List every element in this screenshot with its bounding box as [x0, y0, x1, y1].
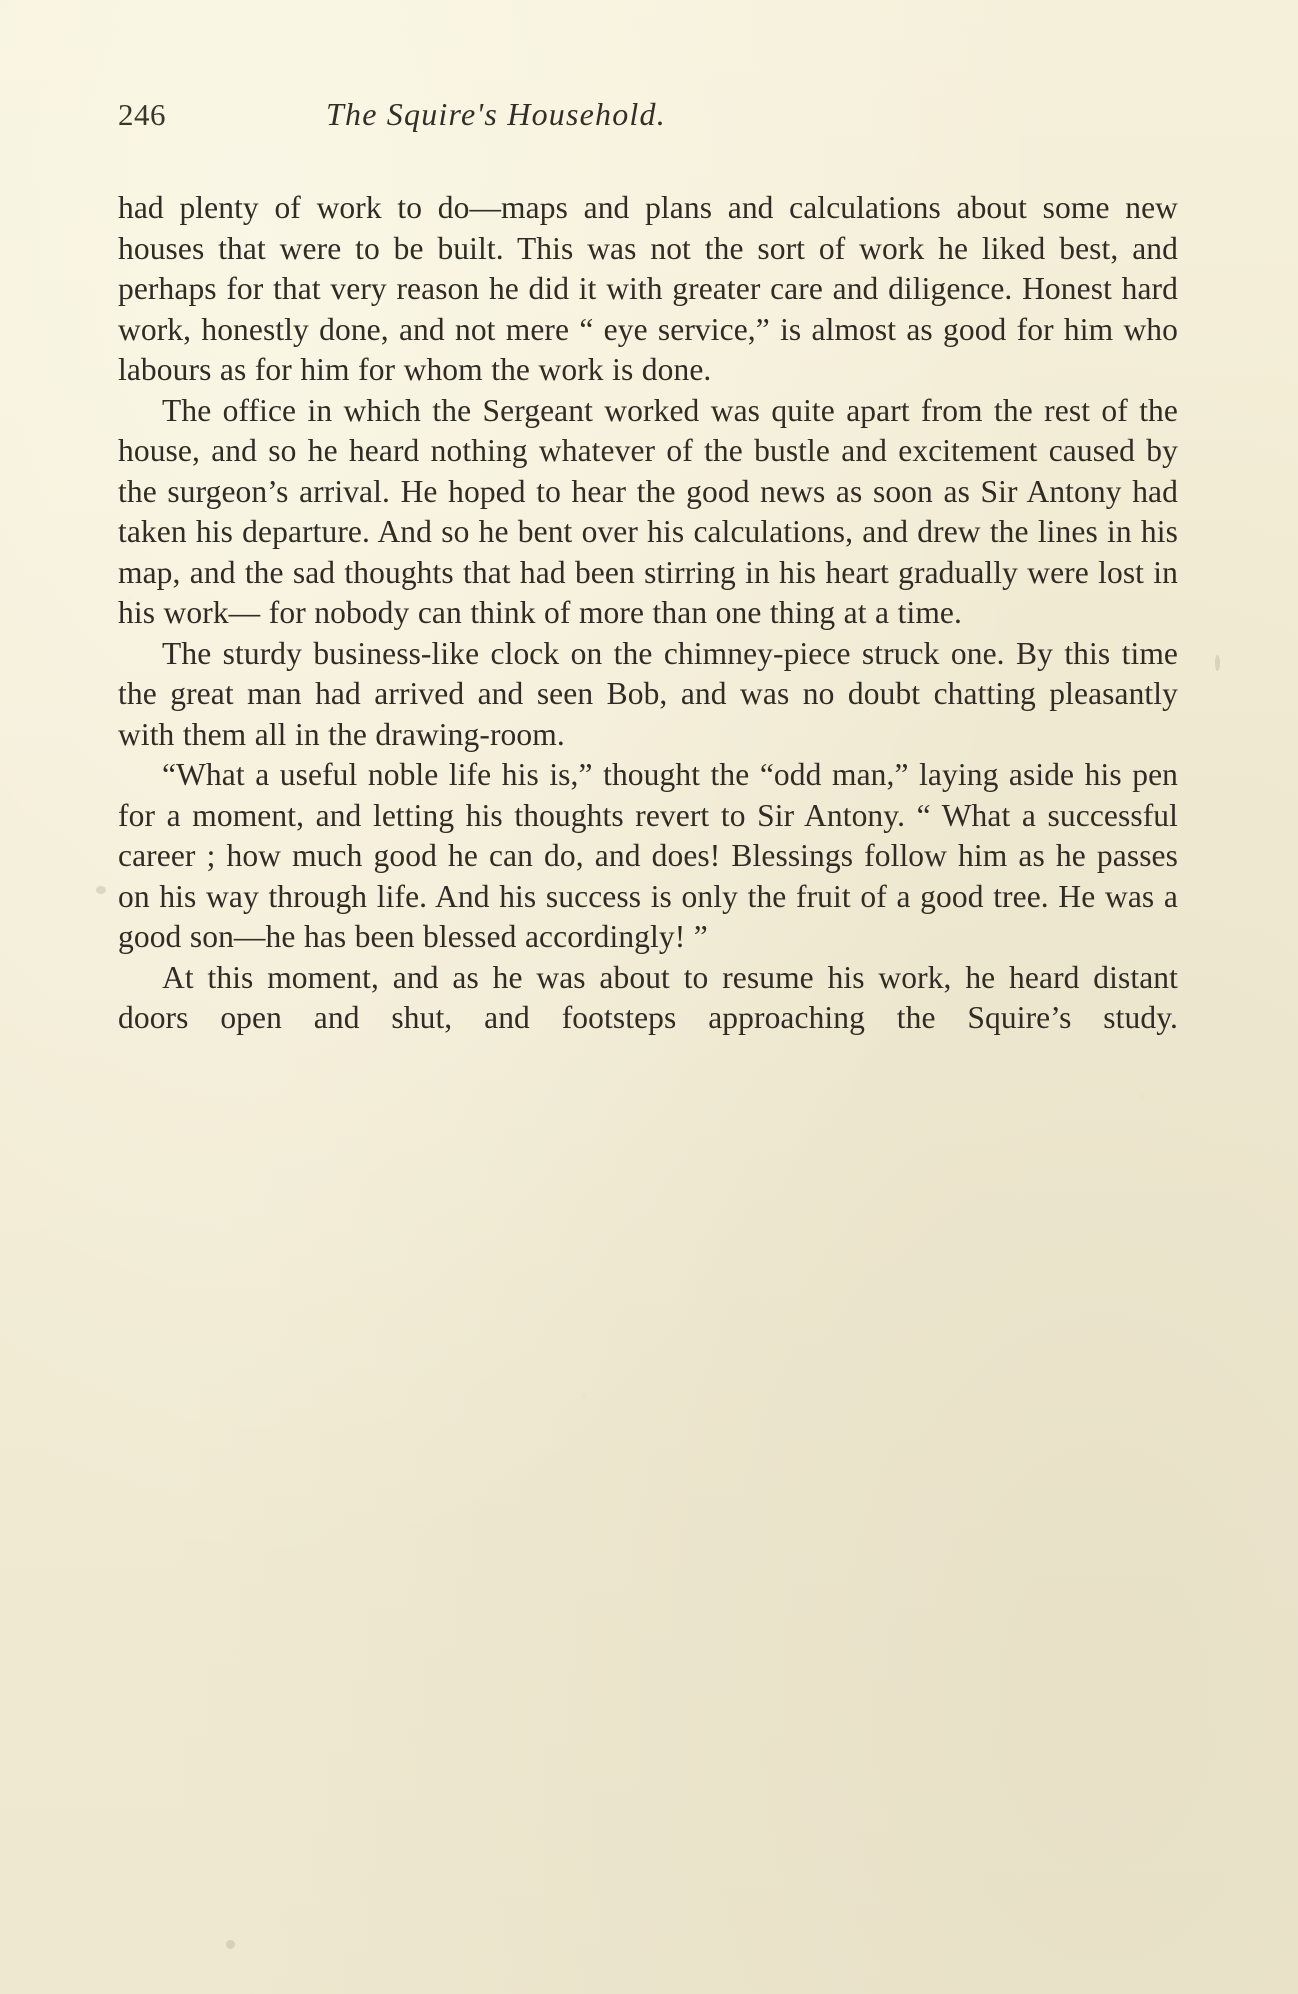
page-content — [118, 96, 1178, 1079]
paragraph: The office in which the Sergeant worked was quite apart from the rest of the house, and so he heard nothing whatever of the bustle and excitement caused by the surgeon’s arrival. He hoped to hear the good news as soon as Sir Antony had taken his departure. And so he bent over his calculations, and drew the lines in his map, and the sad thoughts that had been stirring in his heart gradually were lost in his work— for nobody can think of more than one thing at a time. — [118, 392, 1178, 630]
page-header — [118, 96, 1178, 140]
paragraph: At this moment, and as he was about to resume his work, he heard distant doors open and shut, and footsteps approaching the Squire’s study. — [118, 959, 1178, 1035]
paper-speck — [96, 886, 106, 894]
paper-speck — [226, 1940, 235, 1949]
running-title: The Squire's Household. — [326, 96, 666, 132]
paper-speck — [1215, 655, 1220, 671]
paragraph: The sturdy business-like clock on the chimney-piece struck one. By this time the great man had arrived and seen Bob, and was no doubt chatting pleasantly with them all in the drawing-room. — [118, 635, 1178, 752]
page-number: 246 — [118, 97, 166, 132]
paragraph: “What a useful noble life his is,” thought the “odd man,” laying aside his pen for a moment, and letting his thoughts revert to Sir Antony. “ What a successful career ; how much good he can do, and does! Blessings follow him as he passes on his way through life. And his success is only the fruit of a good tree. He was a good son—he has been blessed accordingly! ” — [118, 757, 1178, 954]
body-text — [118, 188, 1178, 1079]
paragraph: had plenty of work to do—maps and plans and calculations about some new houses that were to be built. This was not the sort of work he liked best, and perhaps for that very reason he did it with greater care and diligence. Honest hard work, honestly done, and not mere “ eye service,” is almost as good for him who labours as for him for whom the work is done. — [118, 190, 1178, 387]
